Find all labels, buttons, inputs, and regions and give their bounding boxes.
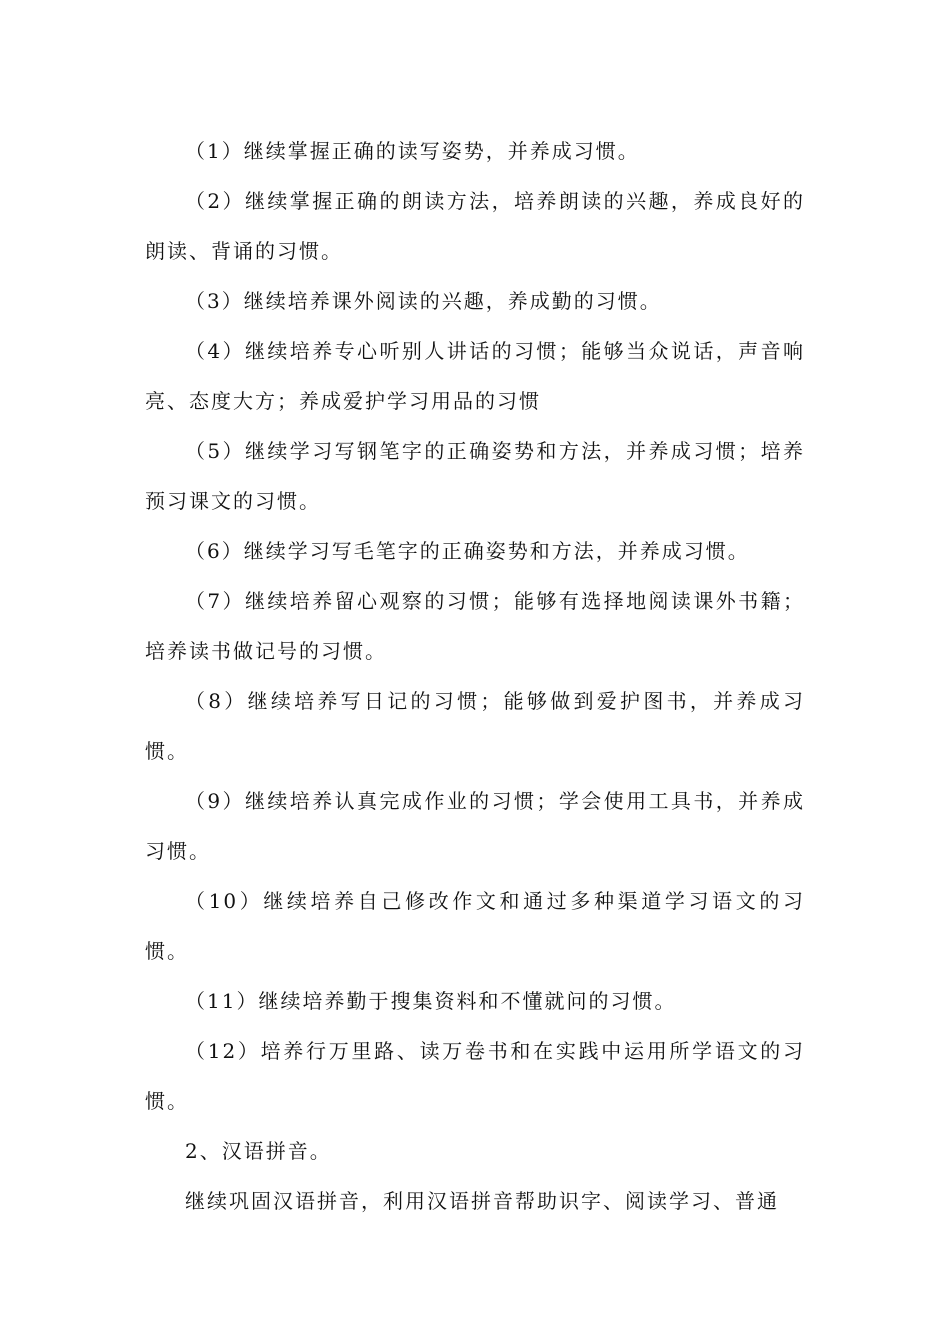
paragraph-habit-6: （6）继续学习写毛笔字的正确姿势和方法，并养成习惯。 [185,539,750,563]
paragraph-habit-2: （2）继续掌握正确的朗读方法，培养朗读的兴趣，养成良好的朗读、背诵的习惯。 [145,189,805,263]
paragraph-habit-3: （3）继续培养课外阅读的兴趣，养成勤的习惯。 [185,289,662,313]
paragraph-habit-8: （8）继续培养写日记的习惯；能够做到爱护图书，并养成习惯。 [145,689,805,763]
section-heading-pinyin: 2、汉语拼音。 [185,1139,332,1163]
document-body [145,126,805,1226]
paragraph-habit-10: （10）继续培养自己修改作文和通过多种渠道学习语文的习惯。 [145,889,805,963]
paragraph-habit-1: （1）继续掌握正确的读写姿势，并养成习惯。 [185,139,640,163]
paragraph-habit-7: （7）继续培养留心观察的习惯；能够有选择地阅读课外书籍；培养读书做记号的习惯。 [145,589,805,663]
paragraph-habit-12: （12）培养行万里路、读万卷书和在实践中运用所学语文的习惯。 [145,1039,805,1113]
paragraph-habit-5: （5）继续学习写钢笔字的正确姿势和方法，并养成习惯；培养预习课文的习惯。 [145,439,805,513]
paragraph-habit-9: （9）继续培养认真完成作业的习惯；学会使用工具书，并养成习惯。 [145,789,805,863]
paragraph-pinyin: 继续巩固汉语拼音，利用汉语拼音帮助识字、阅读学习、普通 [185,1189,779,1213]
paragraph-habit-4: （4）继续培养专心听别人讲话的习惯；能够当众说话，声音响亮、态度大方；养成爱护学习用品的习惯 [145,339,805,413]
paragraph-habit-11: （11）继续培养勤于搜集资料和不懂就问的习惯。 [185,989,677,1013]
